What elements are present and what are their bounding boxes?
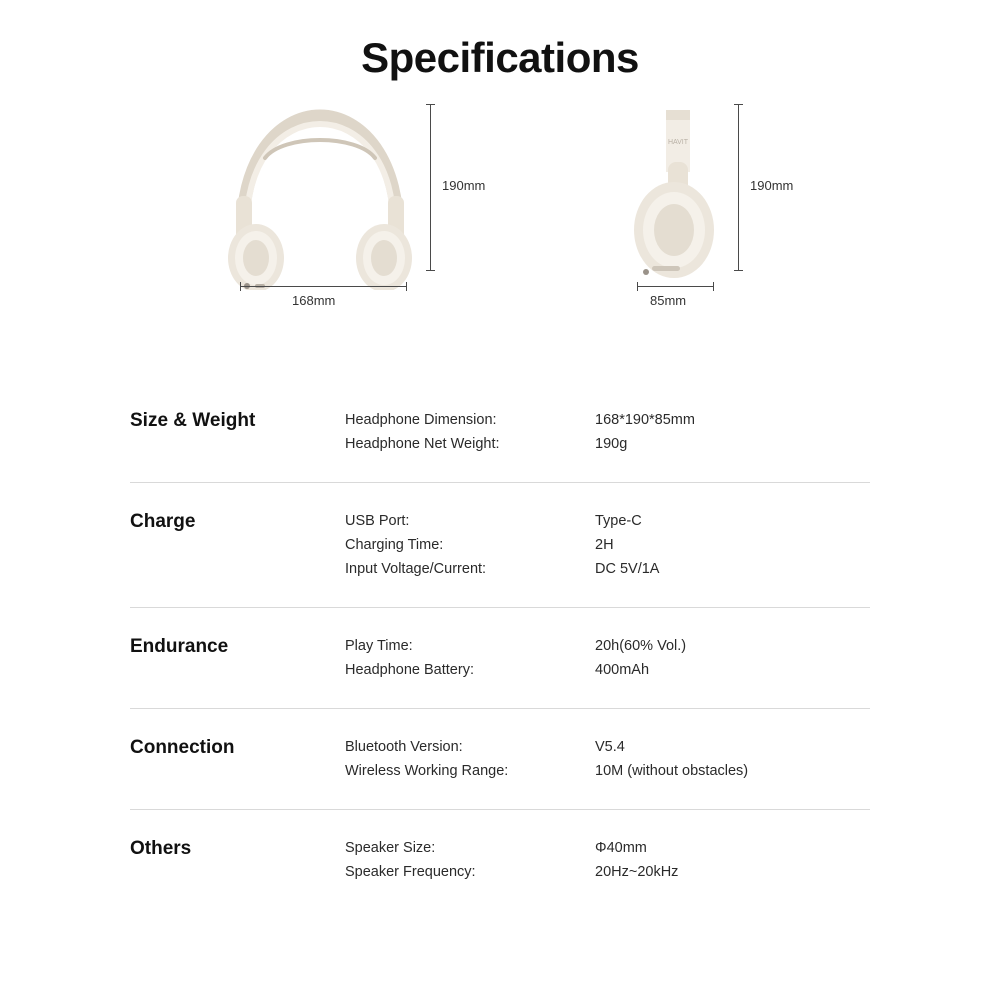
side-height-label: 190mm xyxy=(750,178,794,193)
side-width-cap-left xyxy=(637,282,638,291)
spec-value: 20Hz~20kHz xyxy=(595,864,679,880)
spec-keys xyxy=(345,735,595,783)
front-height-cap-bottom xyxy=(426,270,435,271)
spec-section-charge xyxy=(130,483,870,608)
spec-keys xyxy=(345,509,595,581)
side-height-cap-bottom xyxy=(734,270,743,271)
front-height-cap-top xyxy=(426,104,435,105)
spec-value: 168*190*85mm xyxy=(595,412,695,428)
spec-category-label: Charge xyxy=(130,511,196,532)
front-height-label: 190mm xyxy=(442,178,486,193)
spec-category-label: Connection xyxy=(130,737,235,758)
spec-section-connection xyxy=(130,709,870,810)
spec-fields xyxy=(345,634,870,682)
front-width-line xyxy=(240,286,406,287)
spec-value: 10M (without obstacles) xyxy=(595,763,749,779)
spec-section-others xyxy=(130,810,870,910)
front-width-cap-right xyxy=(406,282,407,291)
front-height-line xyxy=(430,104,431,270)
spec-fields xyxy=(345,408,870,456)
spec-values xyxy=(595,509,870,581)
spec-keys xyxy=(345,634,595,682)
spec-key: Speaker Frequency: xyxy=(345,864,476,880)
spec-values xyxy=(595,408,870,456)
spec-value: 190g xyxy=(595,436,628,452)
spec-category-label: Endurance xyxy=(130,636,229,657)
spec-value: Type-C xyxy=(595,513,642,529)
page-title: Specifications xyxy=(361,34,639,81)
side-width-cap-right xyxy=(713,282,714,291)
spec-key: USB Port: xyxy=(345,513,410,529)
spec-fields xyxy=(345,836,870,884)
front-width-cap-left xyxy=(240,282,241,291)
spec-keys xyxy=(345,836,595,884)
spec-category-label: Others xyxy=(130,838,192,859)
spec-value: DC 5V/1A xyxy=(595,561,660,577)
spec-key: Speaker Size: xyxy=(345,840,436,856)
spec-value: 20h(60% Vol.) xyxy=(595,638,687,654)
spec-value: 2H xyxy=(595,537,614,553)
side-height-cap-top xyxy=(734,104,743,105)
front-width-label: 168mm xyxy=(292,293,336,308)
spec-keys xyxy=(345,408,595,456)
spec-key: Input Voltage/Current: xyxy=(345,561,487,577)
spec-fields xyxy=(345,509,870,581)
spec-key: Headphone Net Weight: xyxy=(345,436,500,452)
headphones-front-view xyxy=(225,100,415,290)
product-dimension-diagram xyxy=(0,100,1000,340)
spec-key: Charging Time: xyxy=(345,537,444,553)
side-width-line xyxy=(637,286,713,287)
spec-values xyxy=(595,836,870,884)
spec-key: Headphone Battery: xyxy=(345,662,474,678)
spec-value: Φ40mm xyxy=(595,840,647,856)
spec-key: Bluetooth Version: xyxy=(345,739,463,755)
spec-section-size-weight xyxy=(130,382,870,483)
spec-values xyxy=(595,735,870,783)
headphones-side-view xyxy=(620,100,730,290)
spec-fields xyxy=(345,735,870,783)
side-height-line xyxy=(738,104,739,270)
spec-section-endurance xyxy=(130,608,870,709)
spec-key: Play Time: xyxy=(345,638,413,654)
spec-values xyxy=(595,634,870,682)
svg-text:HAVIT: HAVIT xyxy=(667,139,689,146)
spec-key: Headphone Dimension: xyxy=(345,412,497,428)
side-width-label: 85mm xyxy=(650,293,687,308)
spec-category-label: Size & Weight xyxy=(130,410,256,431)
spec-value: 400mAh xyxy=(595,662,650,678)
specifications-table xyxy=(130,382,870,910)
spec-value: V5.4 xyxy=(595,739,625,755)
spec-key: Wireless Working Range: xyxy=(345,763,509,779)
